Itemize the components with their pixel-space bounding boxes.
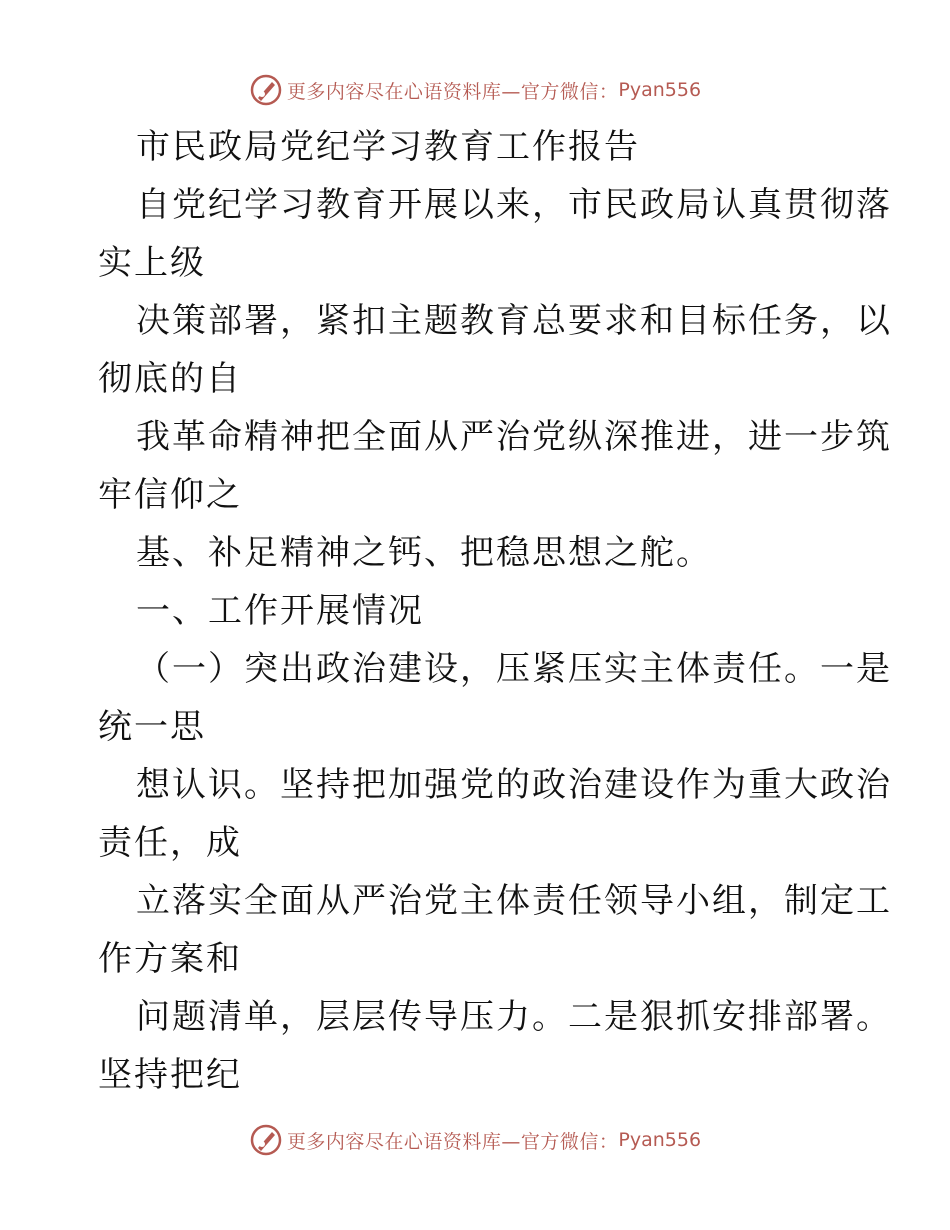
- pen-seal-icon: [249, 1123, 283, 1157]
- text-line: 我革命精神把全面从严治党纵深推进，进一步筑: [136, 417, 892, 457]
- pen-seal-icon: [249, 73, 283, 107]
- document-body: [98, 118, 892, 1104]
- text-line: 问题清单，层层传导压力。二是狠抓安排部署。: [136, 997, 892, 1037]
- text-line: 牢信仰之: [98, 475, 242, 515]
- text-line: 立落实全面从严治党主体责任领导小组，制定工: [136, 881, 892, 921]
- text-line: 实上级: [98, 243, 206, 283]
- text-line: 作方案和: [98, 939, 242, 979]
- text-line: 基、补足精神之钙、把稳思想之舵。: [136, 533, 712, 573]
- text-line: 一、工作开展情况: [136, 591, 424, 631]
- header-banner: [0, 70, 950, 110]
- text-line: 责任，成: [98, 823, 242, 863]
- footer-banner: [0, 1120, 950, 1160]
- text-line: 决策部署，紧扣主题教育总要求和目标任务，以: [136, 301, 892, 341]
- text-line: 自党纪学习教育开展以来，市民政局认真贯彻落: [136, 185, 892, 225]
- banner-wechat-id: Pyan556: [618, 1129, 702, 1151]
- text-line: 市民政局党纪学习教育工作报告: [136, 127, 640, 167]
- text-line: （一）突出政治建设，压紧压实主体责任。一是: [136, 649, 892, 689]
- text-line: 统一思: [98, 707, 206, 747]
- text-line: 想认识。坚持把加强党的政治建设作为重大政治: [136, 765, 892, 805]
- banner-wechat-id: Pyan556: [618, 79, 702, 101]
- banner-text: 更多内容尽在心语资料库—官方微信：: [286, 80, 619, 103]
- banner-text: 更多内容尽在心语资料库—官方微信：: [286, 1130, 619, 1153]
- text-line: 彻底的自: [98, 359, 242, 399]
- text-line: 坚持把纪: [98, 1055, 242, 1095]
